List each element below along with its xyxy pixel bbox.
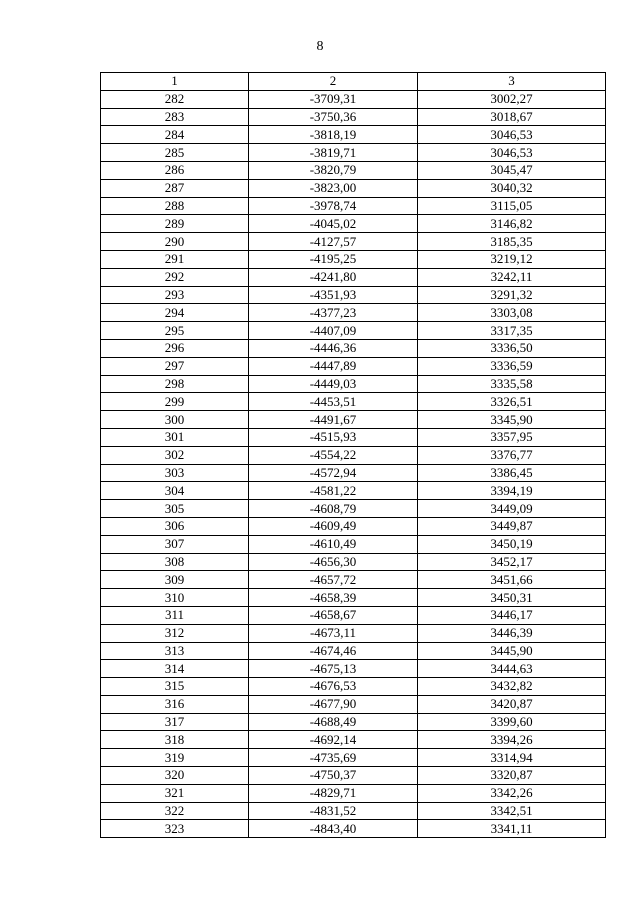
- page-number: 8: [316, 39, 324, 54]
- y-coordinate-cell: 3345,90: [418, 411, 606, 429]
- point-number-cell: 295: [101, 322, 249, 340]
- column-header-1: 1: [101, 73, 249, 91]
- point-number-cell: 296: [101, 339, 249, 357]
- y-coordinate-cell: 3452,17: [418, 553, 606, 571]
- y-coordinate-cell: 3444,63: [418, 660, 606, 678]
- point-number-cell: 286: [101, 161, 249, 179]
- x-coordinate-cell: -4449,03: [249, 375, 418, 393]
- column-header-2: 2: [249, 73, 418, 91]
- x-coordinate-cell: -4610,49: [249, 535, 418, 553]
- y-coordinate-cell: 3242,11: [418, 268, 606, 286]
- point-number-cell: 322: [101, 802, 249, 820]
- x-coordinate-cell: -4608,79: [249, 500, 418, 518]
- point-number-cell: 318: [101, 731, 249, 749]
- x-coordinate-cell: -4656,30: [249, 553, 418, 571]
- point-number-cell: 308: [101, 553, 249, 571]
- x-coordinate-cell: -4446,36: [249, 339, 418, 357]
- y-coordinate-cell: 3314,94: [418, 749, 606, 767]
- y-coordinate-cell: 3446,39: [418, 624, 606, 642]
- x-coordinate-cell: -4677,90: [249, 695, 418, 713]
- y-coordinate-cell: 3449,09: [418, 500, 606, 518]
- table-row: [101, 250, 606, 268]
- x-coordinate-cell: -4572,94: [249, 464, 418, 482]
- x-coordinate-cell: -4658,67: [249, 606, 418, 624]
- point-number-cell: 283: [101, 108, 249, 126]
- point-number-cell: 316: [101, 695, 249, 713]
- table-row: [101, 144, 606, 162]
- table-row: [101, 304, 606, 322]
- point-number-cell: 307: [101, 535, 249, 553]
- table-row: [101, 695, 606, 713]
- point-number-cell: 290: [101, 233, 249, 251]
- table-row: [101, 375, 606, 393]
- table-header-row: [101, 73, 606, 91]
- x-coordinate-cell: -3823,00: [249, 179, 418, 197]
- y-coordinate-cell: 3002,27: [418, 90, 606, 108]
- x-coordinate-cell: -4843,40: [249, 820, 418, 838]
- x-coordinate-cell: -4657,72: [249, 571, 418, 589]
- table-row: [101, 820, 606, 838]
- y-coordinate-cell: 3341,11: [418, 820, 606, 838]
- table-body: [101, 90, 606, 837]
- x-coordinate-cell: -4674,46: [249, 642, 418, 660]
- y-coordinate-cell: 3317,35: [418, 322, 606, 340]
- point-number-cell: 301: [101, 428, 249, 446]
- x-coordinate-cell: -3978,74: [249, 197, 418, 215]
- point-number-cell: 310: [101, 589, 249, 607]
- table-row: [101, 161, 606, 179]
- x-coordinate-cell: -4688,49: [249, 713, 418, 731]
- point-number-cell: 320: [101, 767, 249, 785]
- x-coordinate-cell: -4045,02: [249, 215, 418, 233]
- x-coordinate-cell: -4377,23: [249, 304, 418, 322]
- table-row: [101, 606, 606, 624]
- point-number-cell: 288: [101, 197, 249, 215]
- y-coordinate-cell: 3219,12: [418, 250, 606, 268]
- point-number-cell: 298: [101, 375, 249, 393]
- x-coordinate-cell: -4829,71: [249, 784, 418, 802]
- y-coordinate-cell: 3326,51: [418, 393, 606, 411]
- y-coordinate-cell: 3320,87: [418, 767, 606, 785]
- table-row: [101, 767, 606, 785]
- table-row: [101, 784, 606, 802]
- y-coordinate-cell: 3376,77: [418, 446, 606, 464]
- y-coordinate-cell: 3045,47: [418, 161, 606, 179]
- table-row: [101, 571, 606, 589]
- table-row: [101, 428, 606, 446]
- table-row: [101, 678, 606, 696]
- x-coordinate-cell: -4515,93: [249, 428, 418, 446]
- table-row: [101, 500, 606, 518]
- x-coordinate-cell: -4658,39: [249, 589, 418, 607]
- x-coordinate-cell: -4581,22: [249, 482, 418, 500]
- point-number-cell: 305: [101, 500, 249, 518]
- x-coordinate-cell: -4447,89: [249, 357, 418, 375]
- table-row: [101, 90, 606, 108]
- point-number-cell: 289: [101, 215, 249, 233]
- y-coordinate-cell: 3303,08: [418, 304, 606, 322]
- point-number-cell: 306: [101, 517, 249, 535]
- table-row: [101, 179, 606, 197]
- table-row: [101, 589, 606, 607]
- y-coordinate-cell: 3336,50: [418, 339, 606, 357]
- x-coordinate-cell: -4127,57: [249, 233, 418, 251]
- table-row: [101, 322, 606, 340]
- point-number-cell: 294: [101, 304, 249, 322]
- y-coordinate-cell: 3449,87: [418, 517, 606, 535]
- table-row: [101, 553, 606, 571]
- y-coordinate-cell: 3394,19: [418, 482, 606, 500]
- point-number-cell: 300: [101, 411, 249, 429]
- table-header: [101, 73, 606, 91]
- point-number-cell: 291: [101, 250, 249, 268]
- y-coordinate-cell: 3445,90: [418, 642, 606, 660]
- point-number-cell: 299: [101, 393, 249, 411]
- y-coordinate-cell: 3399,60: [418, 713, 606, 731]
- point-number-cell: 282: [101, 90, 249, 108]
- x-coordinate-cell: -4241,80: [249, 268, 418, 286]
- point-number-cell: 309: [101, 571, 249, 589]
- point-number-cell: 311: [101, 606, 249, 624]
- x-coordinate-cell: -3819,71: [249, 144, 418, 162]
- y-coordinate-cell: 3446,17: [418, 606, 606, 624]
- x-coordinate-cell: -4831,52: [249, 802, 418, 820]
- point-number-cell: 319: [101, 749, 249, 767]
- y-coordinate-cell: 3394,26: [418, 731, 606, 749]
- table-row: [101, 802, 606, 820]
- y-coordinate-cell: 3046,53: [418, 126, 606, 144]
- table-row: [101, 749, 606, 767]
- y-coordinate-cell: 3342,51: [418, 802, 606, 820]
- x-coordinate-cell: -4609,49: [249, 517, 418, 535]
- table-row: [101, 731, 606, 749]
- y-coordinate-cell: 3018,67: [418, 108, 606, 126]
- x-coordinate-cell: -4554,22: [249, 446, 418, 464]
- y-coordinate-cell: 3450,19: [418, 535, 606, 553]
- table-row: [101, 339, 606, 357]
- point-number-cell: 302: [101, 446, 249, 464]
- table-row: [101, 126, 606, 144]
- table-row: [101, 517, 606, 535]
- y-coordinate-cell: 3146,82: [418, 215, 606, 233]
- table-row: [101, 464, 606, 482]
- y-coordinate-cell: 3420,87: [418, 695, 606, 713]
- x-coordinate-cell: -3820,79: [249, 161, 418, 179]
- column-header-3: 3: [418, 73, 606, 91]
- point-number-cell: 303: [101, 464, 249, 482]
- table-row: [101, 660, 606, 678]
- table-row: [101, 286, 606, 304]
- y-coordinate-cell: 3185,35: [418, 233, 606, 251]
- point-number-cell: 315: [101, 678, 249, 696]
- y-coordinate-cell: 3450,31: [418, 589, 606, 607]
- y-coordinate-cell: 3335,58: [418, 375, 606, 393]
- point-number-cell: 321: [101, 784, 249, 802]
- y-coordinate-cell: 3040,32: [418, 179, 606, 197]
- x-coordinate-cell: -3750,36: [249, 108, 418, 126]
- x-coordinate-cell: -4673,11: [249, 624, 418, 642]
- point-number-cell: 293: [101, 286, 249, 304]
- point-number-cell: 292: [101, 268, 249, 286]
- x-coordinate-cell: -4735,69: [249, 749, 418, 767]
- x-coordinate-cell: -4692,14: [249, 731, 418, 749]
- x-coordinate-cell: -4491,67: [249, 411, 418, 429]
- table-row: [101, 624, 606, 642]
- point-number-cell: 323: [101, 820, 249, 838]
- point-number-cell: 284: [101, 126, 249, 144]
- table-row: [101, 482, 606, 500]
- x-coordinate-cell: -4407,09: [249, 322, 418, 340]
- coordinates-table: [100, 72, 606, 838]
- table-row: [101, 357, 606, 375]
- y-coordinate-cell: 3386,45: [418, 464, 606, 482]
- point-number-cell: 287: [101, 179, 249, 197]
- y-coordinate-cell: 3046,53: [418, 144, 606, 162]
- table-row: [101, 108, 606, 126]
- x-coordinate-cell: -3709,31: [249, 90, 418, 108]
- x-coordinate-cell: -4750,37: [249, 767, 418, 785]
- point-number-cell: 317: [101, 713, 249, 731]
- y-coordinate-cell: 3357,95: [418, 428, 606, 446]
- table-row: [101, 393, 606, 411]
- y-coordinate-cell: 3291,32: [418, 286, 606, 304]
- point-number-cell: 314: [101, 660, 249, 678]
- table-row: [101, 411, 606, 429]
- table-row: [101, 713, 606, 731]
- x-coordinate-cell: -4351,93: [249, 286, 418, 304]
- table-row: [101, 446, 606, 464]
- table-row: [101, 642, 606, 660]
- x-coordinate-cell: -4453,51: [249, 393, 418, 411]
- point-number-cell: 285: [101, 144, 249, 162]
- x-coordinate-cell: -3818,19: [249, 126, 418, 144]
- point-number-cell: 304: [101, 482, 249, 500]
- y-coordinate-cell: 3432,82: [418, 678, 606, 696]
- x-coordinate-cell: -4195,25: [249, 250, 418, 268]
- x-coordinate-cell: -4676,53: [249, 678, 418, 696]
- point-number-cell: 313: [101, 642, 249, 660]
- point-number-cell: 297: [101, 357, 249, 375]
- table-row: [101, 233, 606, 251]
- table-row: [101, 268, 606, 286]
- table-row: [101, 535, 606, 553]
- x-coordinate-cell: -4675,13: [249, 660, 418, 678]
- y-coordinate-cell: 3451,66: [418, 571, 606, 589]
- table-row: [101, 215, 606, 233]
- y-coordinate-cell: 3342,26: [418, 784, 606, 802]
- y-coordinate-cell: 3336,59: [418, 357, 606, 375]
- point-number-cell: 312: [101, 624, 249, 642]
- y-coordinate-cell: 3115,05: [418, 197, 606, 215]
- table-row: [101, 197, 606, 215]
